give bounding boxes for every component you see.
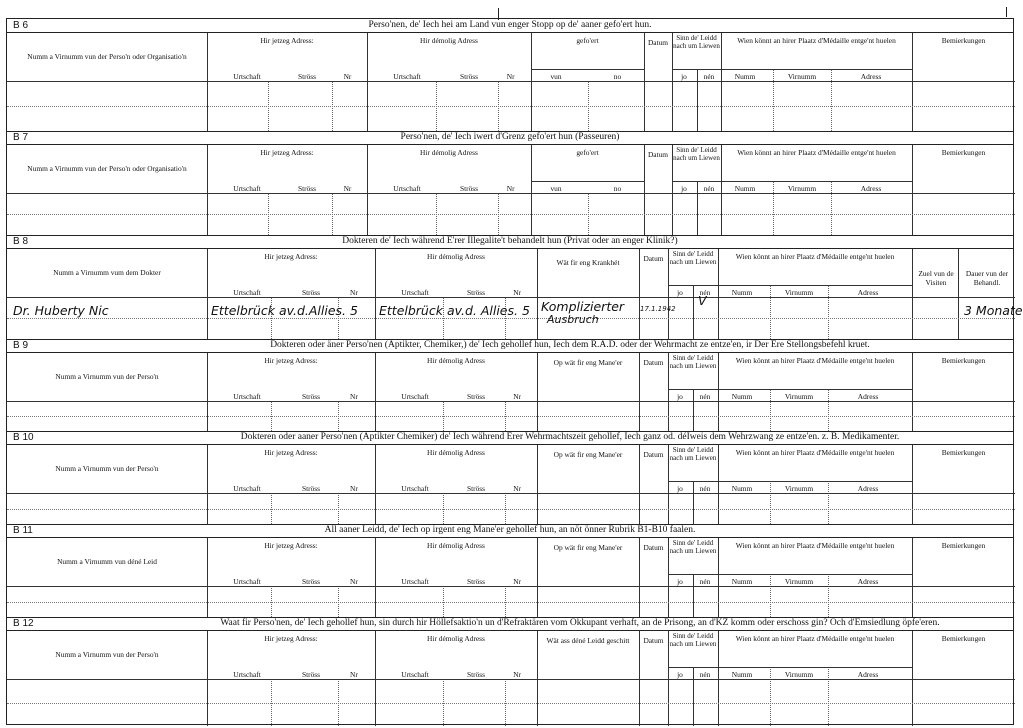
remarks-label: Bemierkungen <box>941 541 986 550</box>
medal-subrule <box>770 481 771 524</box>
date-label: Datum <box>643 254 664 263</box>
medal-address-label: Adress <box>857 484 879 493</box>
alive-label: Sinn de' Leidd nach um Liewen <box>669 250 717 266</box>
medal-firstname-label: Virnumm <box>784 577 814 586</box>
medal-label: Wien könnt an hirer Plaatz d'Médaille entge'nt huelen <box>735 448 895 457</box>
medal-subrule <box>770 574 771 617</box>
column-rule <box>367 33 368 131</box>
section-title: Waat fir Perso'nen, de' Iech gehollef hun, sin durch hir Höllefsaktio'n un d'Refraktären vom Okkupant verhaft, an de Prisong, an d'KZ komm oder erschoss gin? Och d'Emsiedlung öpfe'eren. <box>220 618 940 628</box>
column-rule <box>644 33 645 131</box>
current-address-label: Hir jetzeg Adress: <box>264 541 318 550</box>
no-label: nén <box>699 670 711 679</box>
medal-address-label: Adress <box>860 184 882 193</box>
medal-address-label: Adress <box>860 72 882 81</box>
street-label: Ströss <box>297 72 317 81</box>
medal-name-label: Numm <box>731 577 753 586</box>
medal-address-label: Adress <box>857 392 879 401</box>
number-label: Nr <box>513 484 521 493</box>
column-rule <box>718 445 719 524</box>
subheader-rule <box>718 389 912 390</box>
column-rule <box>375 249 376 339</box>
number-label: Nr <box>349 392 358 401</box>
current-address-label: Hir jetzeg Adress: <box>260 36 314 45</box>
medal-name-label: Numm <box>731 392 753 401</box>
past-address-label: Hir démolig Adress <box>427 634 485 643</box>
medal-label: Wien könnt an hirer Plaatz d'Médaille entge'nt huelen <box>737 36 896 45</box>
section-title: Dokteren oder aaner Perso'nen (Aptikter Chemiker) de' Iech während Erer Wehrmachtszeit gehollef, Iech ganz od. déIweis dem Wehrzwang ze entze'en. z. B. Medikamenter. <box>240 432 900 442</box>
data-row-rule <box>7 602 1015 603</box>
manner-label: Op wät fir eng Mane'er <box>553 450 623 459</box>
column-rule <box>537 445 538 524</box>
yes-label: jo <box>677 670 683 679</box>
locality-label: Urtschaft <box>401 288 429 297</box>
current-address-label: Hir jetzeg Adress: <box>264 448 318 457</box>
medal-address-label: Adress <box>857 288 879 297</box>
medal-label: Wien könnt an hirer Plaatz d'Médaille entge'nt huelen <box>735 356 895 365</box>
locality-label: Urtschaft <box>393 184 421 193</box>
current-address-label: Hir jetzeg Adress: <box>264 356 318 365</box>
date-label: Datum <box>643 636 664 645</box>
street-label: Ströss <box>466 288 486 297</box>
column-rule <box>718 538 719 617</box>
number-label: Nr <box>343 72 352 81</box>
section-code: B 7 <box>13 132 29 143</box>
column-rule <box>721 145 722 235</box>
section-title: Perso'nen, de' Iech iwert d'Grenz gefo'ert hun (Passeuren) <box>400 132 620 142</box>
no-label: nén <box>703 184 715 193</box>
past-address-label: Hir démolig Adress <box>427 448 485 457</box>
date-label: Datum <box>643 358 664 367</box>
medal-subrule <box>831 181 832 235</box>
remarks-label: Bemierkungen <box>941 448 986 457</box>
subheader-rule <box>718 285 912 286</box>
medal-subrule <box>828 667 829 726</box>
transported-label: gefo'ert <box>576 148 599 157</box>
subheader-rule <box>668 574 718 575</box>
column-rule <box>207 145 208 235</box>
past-address-label: Hir démolig Adress <box>427 356 485 365</box>
medal-name-label: Numm <box>734 72 756 81</box>
alive-label: Sinn de' Leidd nach um Liewen <box>669 632 717 648</box>
locality-label: Urtschaft <box>401 670 429 679</box>
corner-mark <box>1006 7 1007 17</box>
subheader-rule <box>718 667 912 668</box>
date-label: Datum <box>647 150 669 159</box>
locality-label: Urtschaft <box>233 484 261 493</box>
medal-name-label: Numm <box>731 670 753 679</box>
street-label: Ströss <box>466 392 486 401</box>
medal-label: Wien könnt an hirer Plaatz d'Médaille entge'nt huelen <box>735 634 895 643</box>
column-rule <box>367 145 368 235</box>
yes-label: jo <box>681 184 687 193</box>
street-label: Ströss <box>459 72 479 81</box>
subheader-rule <box>672 181 721 182</box>
illness-entry-line2: Ausbruch <box>547 313 599 326</box>
medal-name-label: Numm <box>734 184 756 193</box>
subheader-rule <box>668 389 718 390</box>
no-label: nén <box>699 288 711 297</box>
section-title: Perso'nen, de' Iech hei am Land vun enger Stopp op de' aaner gefo'ert hun. <box>368 20 652 30</box>
medal-subrule <box>770 285 771 339</box>
manner-label: Op wät fir eng Mane'er <box>553 543 623 552</box>
section-header <box>7 431 1013 445</box>
to-label: no <box>613 184 622 193</box>
name-column-label: Numm a Virnumm vun der Perso'n <box>55 650 159 659</box>
section-code: B 8 <box>13 236 29 247</box>
alive-label: Sinn de' Leidd nach um Liewen <box>669 446 717 462</box>
subheader-rule <box>721 181 912 182</box>
medal-firstname-label: Virnumm <box>787 72 817 81</box>
visits-rule <box>958 249 959 339</box>
from-label: vun <box>550 184 562 193</box>
remarks-label: Bemierkungen <box>941 356 986 365</box>
number-label: Nr <box>506 72 515 81</box>
locality-label: Urtschaft <box>233 670 261 679</box>
medal-subrule <box>831 69 832 131</box>
date-entry: 17.1.1942 <box>640 305 676 313</box>
number-label: Nr <box>349 288 358 297</box>
yes-label: jo <box>681 72 687 81</box>
section-code: B 9 <box>13 340 29 351</box>
column-rule <box>207 249 208 339</box>
illness-entry: Komplizierter <box>541 299 625 314</box>
street-label: Ströss <box>301 392 321 401</box>
number-label: Nr <box>513 670 521 679</box>
column-rule <box>912 145 913 235</box>
column-rule <box>718 353 719 431</box>
current-address-label: Hir jetzeg Adress: <box>264 252 318 261</box>
manner-label: Op wät fir eng Mane'er <box>553 358 623 367</box>
medal-name-label: Numm <box>731 288 753 297</box>
medal-firstname-label: Virnumm <box>784 392 814 401</box>
alive-label: Sinn de' Leidd nach um Liewen <box>669 354 717 370</box>
street-label: Ströss <box>301 577 321 586</box>
locality-label: Urtschaft <box>393 72 421 81</box>
medal-subrule <box>828 574 829 617</box>
column-rule <box>537 353 538 431</box>
medal-firstname-label: Virnumm <box>787 184 817 193</box>
section-title: Dokteren de' Iech während E'rer Illegalite't behandelt hun (Privat oder an enger Klinik?) <box>342 236 678 246</box>
subheader-rule <box>531 181 644 182</box>
data-row-rule <box>7 318 1015 319</box>
subheader-rule <box>721 69 912 70</box>
medal-subrule <box>770 389 771 431</box>
duration-label: Dauer vun der Behandl. <box>965 269 1009 287</box>
locality-label: Urtschaft <box>233 577 261 586</box>
medal-firstname-label: Virnumm <box>784 484 814 493</box>
section-code: B 12 <box>13 618 34 629</box>
no-label: nén <box>699 484 711 493</box>
number-label: Nr <box>513 577 521 586</box>
street-label: Ströss <box>301 484 321 493</box>
name-column-label: Numm a Virnumm vun der Perso'n <box>55 464 159 473</box>
number-label: Nr <box>506 184 515 193</box>
number-label: Nr <box>349 670 358 679</box>
number-label: Nr <box>513 392 521 401</box>
current-address-label: Hir jetzeg Adress: <box>264 634 318 643</box>
medal-name-label: Numm <box>731 484 753 493</box>
medal-firstname-label: Virnumm <box>784 670 814 679</box>
duration-entry: 3 Monate <box>964 303 1023 318</box>
locality-label: Urtschaft <box>233 72 261 81</box>
street-label: Ströss <box>301 288 321 297</box>
column-rule <box>207 33 208 131</box>
number-label: Nr <box>513 288 521 297</box>
alive-check-mark: V <box>698 293 707 308</box>
section-code: B 11 <box>13 525 33 536</box>
section-header <box>7 19 1013 33</box>
name-column-label: Numm a Virnumm vun der Perso'n oder Organisatio'n <box>27 52 187 61</box>
to-label: no <box>613 72 622 81</box>
subheader-rule <box>531 69 644 70</box>
number-label: Nr <box>349 484 358 493</box>
current-address-label: Hir jetzeg Adress: <box>260 148 314 157</box>
subheader-rule <box>668 285 718 286</box>
column-rule <box>537 249 538 339</box>
medal-address-label: Adress <box>857 577 879 586</box>
name-column-label: Numm a Virnumm vun der Perso'n <box>55 372 159 381</box>
subheader-rule <box>668 667 718 668</box>
locality-label: Urtschaft <box>233 184 261 193</box>
column-rule <box>912 249 913 339</box>
data-row-rule <box>7 509 1015 510</box>
yes-label: jo <box>677 288 683 297</box>
column-rule <box>718 249 719 339</box>
medal-subrule <box>828 285 829 339</box>
medal-firstname-label: Virnumm <box>784 288 814 297</box>
medal-subrule <box>770 667 771 726</box>
section-header <box>7 339 1013 353</box>
medal-subrule <box>828 481 829 524</box>
subheader-rule <box>718 574 912 575</box>
no-label: nén <box>699 392 711 401</box>
data-row-rule <box>7 106 1015 107</box>
doctor-entry: Dr. Huberty Nic <box>13 303 109 318</box>
column-rule <box>531 33 532 131</box>
column-rule <box>531 145 532 235</box>
yes-label: jo <box>677 577 683 586</box>
medal-subrule <box>828 389 829 431</box>
locality-label: Urtschaft <box>233 392 261 401</box>
alive-label: Sinn de' Leidd nach um Liewen <box>673 146 720 162</box>
remarks-label: Bemierkungen <box>941 36 986 45</box>
column-rule <box>721 33 722 131</box>
section-header <box>7 617 1013 631</box>
section-title: All aaner Leidd, de' Iech op irgent eng Mane'er gehollef hun, an nöt önner Rubrik B1-B10 faalen. <box>324 525 696 535</box>
name-column-label: Numm a Virnumm vun déné Leid <box>57 557 157 566</box>
section-code: B 6 <box>13 20 29 31</box>
visits-label: Zuel vun de Visiten <box>918 269 954 287</box>
date-label: Datum <box>643 450 664 459</box>
remarks-label: Bemierkungen <box>941 634 986 643</box>
section-header <box>7 235 1013 249</box>
name-column-label: Numm a Virnumm vum dem Dokter <box>53 268 161 277</box>
medal-label: Wien könnt an hirer Plaatz d'Médaille entge'nt huelen <box>735 252 895 261</box>
street-label: Ströss <box>466 577 486 586</box>
yes-label: jo <box>677 484 683 493</box>
medal-subrule <box>773 69 774 131</box>
subheader-rule <box>718 481 912 482</box>
locality-label: Urtschaft <box>233 288 261 297</box>
name-column-label: Numm a Virnumm vun der Perso'n oder Organisatio'n <box>27 164 187 173</box>
alive-label: Sinn de' Leidd nach um Liewen <box>673 34 720 50</box>
current-address-entry: Ettelbrück av.d.Allies. 5 <box>211 303 358 318</box>
locality-label: Urtschaft <box>401 392 429 401</box>
street-label: Ströss <box>459 184 479 193</box>
medal-label: Wien könnt an hirer Plaatz d'Médaille entge'nt huelen <box>737 148 896 157</box>
illness-label: Wät fir eng Krankhét <box>556 258 620 267</box>
subheader-rule <box>668 481 718 482</box>
form-sheet <box>6 18 1023 725</box>
section-code: B 10 <box>13 432 34 443</box>
past-address-label: Hir démolig Adress <box>427 541 485 550</box>
medal-label: Wien könnt an hirer Plaatz d'Médaille entge'nt huelen <box>735 541 895 550</box>
medal-subrule <box>773 181 774 235</box>
locality-label: Urtschaft <box>401 484 429 493</box>
section-title: Dokteren oder äner Perso'nen (Aptikter, Chemiker,) de' Iech gehollef hun, Iech dem R.A.D. oder der Wehrmacht ze entze'en, ir Der Ere Stellongsbefehl kruet. <box>270 340 870 350</box>
no-label: nén <box>699 577 711 586</box>
past-address-entry: Ettelbrück av.d. Allies. 5 <box>379 303 530 318</box>
medal-address-label: Adress <box>857 670 879 679</box>
transported-label: gefo'ert <box>576 36 599 45</box>
section-header <box>7 131 1013 145</box>
subheader-rule <box>672 69 721 70</box>
past-address-label: Hir démolig Adress <box>420 36 478 45</box>
yes-label: jo <box>677 392 683 401</box>
no-label: nén <box>703 72 715 81</box>
street-label: Ströss <box>297 184 317 193</box>
number-label: Nr <box>349 577 358 586</box>
data-row-rule <box>7 703 1015 704</box>
street-label: Ströss <box>466 670 486 679</box>
past-address-label: Hir démolig Adress <box>427 252 485 261</box>
locality-label: Urtschaft <box>401 577 429 586</box>
date-label: Datum <box>647 38 669 47</box>
from-label: vun <box>550 72 562 81</box>
data-row-rule <box>7 214 1015 215</box>
street-label: Ströss <box>301 670 321 679</box>
street-label: Ströss <box>466 484 486 493</box>
section-header <box>7 524 1013 538</box>
alive-label: Sinn de' Leidd nach um Liewen <box>669 539 717 555</box>
past-address-label: Hir démolig Adress <box>420 148 478 157</box>
number-label: Nr <box>343 184 352 193</box>
manner-label: Wät ass déné Leidd geschitt <box>546 636 630 645</box>
date-label: Datum <box>643 543 664 552</box>
data-row-rule <box>7 416 1015 417</box>
column-rule <box>912 33 913 131</box>
remarks-label: Bemierkungen <box>941 148 986 157</box>
column-rule <box>537 538 538 617</box>
